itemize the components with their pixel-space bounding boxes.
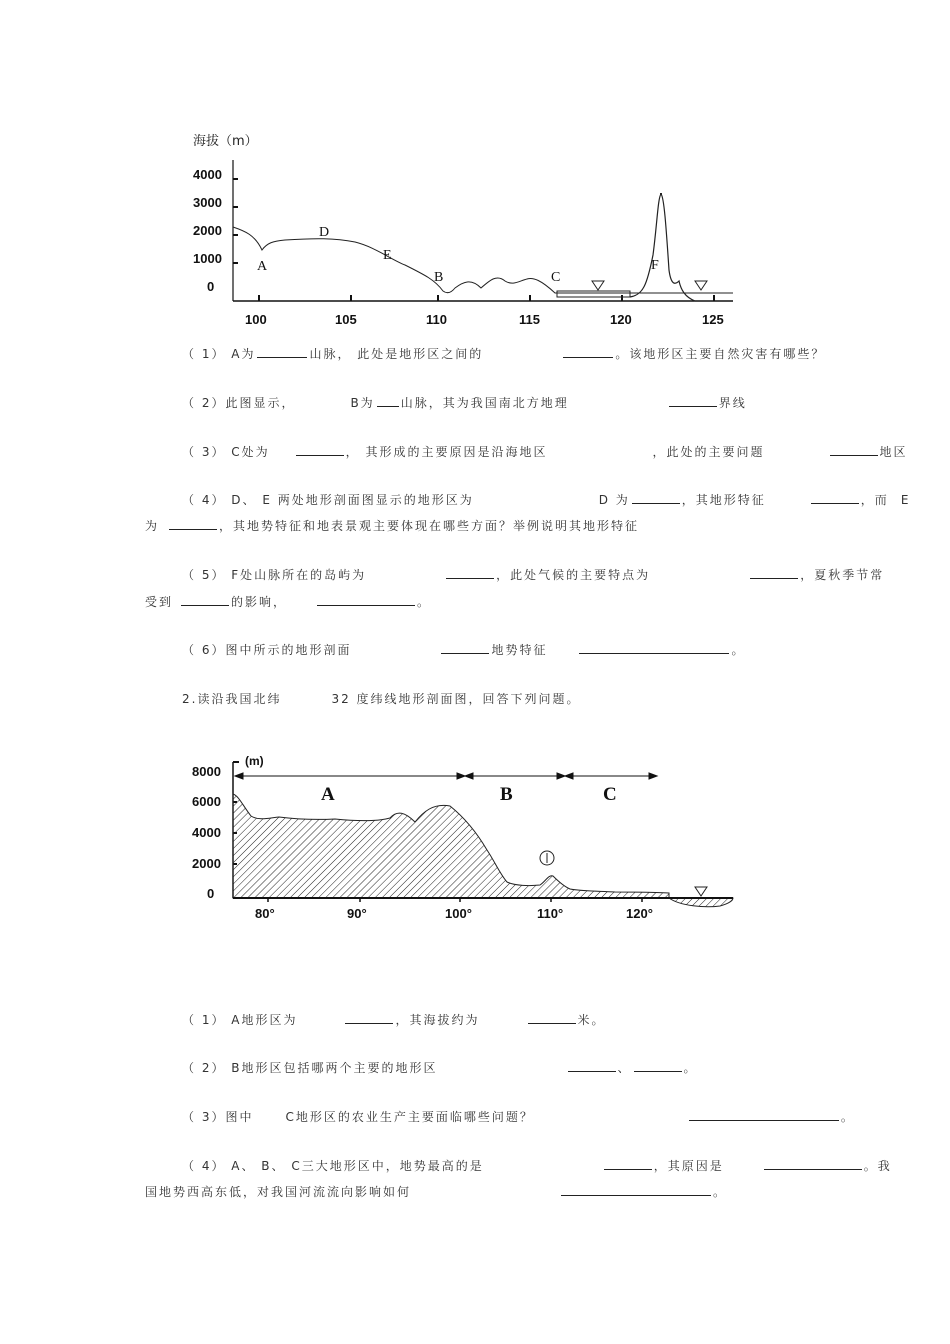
q1-line-6: （ 6）图中所示的地形剖面 地势特征 。 (182, 643, 746, 657)
answer-blank[interactable] (764, 1157, 862, 1170)
y-axis-label: 海拔（m） (193, 134, 258, 149)
point-label-c: C (551, 270, 561, 285)
answer-blank[interactable] (257, 345, 307, 358)
q2-line-4b: 国地势西高东低，对我国河流流向影响如何 。 (145, 1185, 728, 1199)
island-peak-profile (630, 194, 695, 301)
sea-floor (669, 898, 733, 907)
point-label-e: E (383, 248, 392, 263)
q1-line-4: （ 4） D、 E 两处地形剖面图显示的地形区为 D 为 ，其地形特征 ，而 E (182, 493, 911, 507)
water-level-icon (592, 281, 604, 290)
q2-line-2: （ 2） B地形区包括哪两个主要的地形区 、 。 (182, 1061, 698, 1075)
q2-line-3: （ 3）图中 C地形区的农业生产主要面临哪些问题？ 。 (182, 1110, 855, 1124)
water-level-icon (695, 887, 707, 896)
y-tick-4000: 4000 (193, 167, 222, 182)
x-tick-labels (245, 312, 724, 327)
y-tick-6000: 6000 (192, 794, 221, 809)
region-label-c: C (603, 784, 617, 805)
region-labels (321, 784, 617, 805)
q2-line-4: （ 4） A、 B、 C三大地形区中，地势最高的是 ，其原因是 。我 (182, 1159, 892, 1173)
x-tick-100: 100° (445, 906, 472, 921)
y-tick-0: 0 (207, 279, 215, 294)
answer-blank[interactable] (689, 1108, 839, 1121)
q1-line-1: （ 1） A为 山脉， 此处是地形区之间的 。该地形区主要自然灾害有哪些？ (182, 347, 826, 361)
x-tick-110: 110 (426, 312, 447, 327)
terrain-area (233, 794, 669, 898)
y-tick-2000: 2000 (192, 856, 221, 871)
x-tick-90: 90° (347, 906, 367, 921)
answer-blank[interactable] (561, 1183, 711, 1196)
unit-label: (m) (245, 754, 264, 768)
answer-blank[interactable] (568, 1059, 616, 1072)
x-tick-120: 120 (610, 312, 632, 327)
water-level-icon (695, 281, 707, 290)
q1-line-2: （ 2）此图显示， B为 山脉，其为我国南北方地理 界线 (182, 396, 747, 410)
x-tick-labels (255, 906, 653, 921)
answer-blank[interactable] (181, 593, 229, 606)
answer-blank[interactable] (750, 566, 798, 579)
y-tick-8000: 8000 (192, 764, 221, 779)
x-tick-115: 115 (519, 312, 540, 327)
point-labels (257, 225, 659, 285)
answer-blank[interactable] (446, 566, 494, 579)
answer-blank[interactable] (345, 1011, 393, 1024)
y-tick-3000: 3000 (193, 195, 222, 210)
point-label-a: A (257, 259, 268, 274)
answer-blank[interactable] (169, 517, 217, 530)
answer-blank[interactable] (811, 491, 859, 504)
point-label-f: F (651, 258, 659, 273)
y-tick-labels (192, 764, 221, 901)
q1-line-4b: 为 ，其地势特征和地表景观主要体现在哪些方面？举例说明其地形特征 (145, 519, 640, 533)
answer-blank[interactable] (830, 443, 878, 456)
terrain-profile-chart-1 (185, 125, 755, 335)
answer-blank[interactable] (669, 394, 717, 407)
answer-blank[interactable] (317, 593, 415, 606)
answer-blank[interactable] (632, 491, 680, 504)
x-tick-125: 125 (702, 312, 724, 327)
point-label-b: B (434, 270, 444, 285)
answer-blank[interactable] (296, 443, 344, 456)
answer-blank[interactable] (563, 345, 613, 358)
x-tick-100: 100 (245, 312, 267, 327)
answer-blank[interactable] (377, 394, 399, 407)
answer-blank[interactable] (441, 641, 489, 654)
terrain-profile-chart-2 (185, 748, 745, 928)
y-tick-0: 0 (207, 886, 215, 901)
x-tick-120: 120° (626, 906, 653, 921)
region-label-b: B (500, 784, 513, 805)
q1-line-5: （ 5） F处山脉所在的岛屿为 ，此处气候的主要特点为 ，夏秋季节常 (182, 568, 885, 582)
q1-line-3: （ 3） C处为 ， 其形成的主要原因是沿海地区 ，此处的主要问题 地区 (182, 445, 908, 459)
y-tick-1000: 1000 (193, 251, 222, 266)
question-2-title: 2.读沿我国北纬 32 度纬线地形剖面图，回答下列问题。 (182, 692, 581, 706)
y-tick-labels (193, 167, 222, 294)
y-tick-2000: 2000 (193, 223, 222, 238)
answer-blank[interactable] (579, 641, 729, 654)
answer-blank[interactable] (528, 1011, 576, 1024)
answer-blank[interactable] (604, 1157, 652, 1170)
water-symbols (592, 281, 707, 290)
sea-surface (557, 291, 630, 297)
q1-line-5b: 受到 的影响， 。 (145, 595, 432, 609)
q2-line-1: （ 1） A地形区为 ，其海拔约为 米。 (182, 1013, 606, 1027)
x-tick-105: 105 (335, 312, 357, 327)
y-tick-4000: 4000 (192, 825, 221, 840)
x-tick-80: 80° (255, 906, 275, 921)
region-arrows (235, 773, 657, 779)
region-label-a: A (321, 784, 335, 805)
point-label-d: D (319, 225, 330, 240)
answer-blank[interactable] (634, 1059, 682, 1072)
x-tick-110: 110° (537, 906, 564, 921)
